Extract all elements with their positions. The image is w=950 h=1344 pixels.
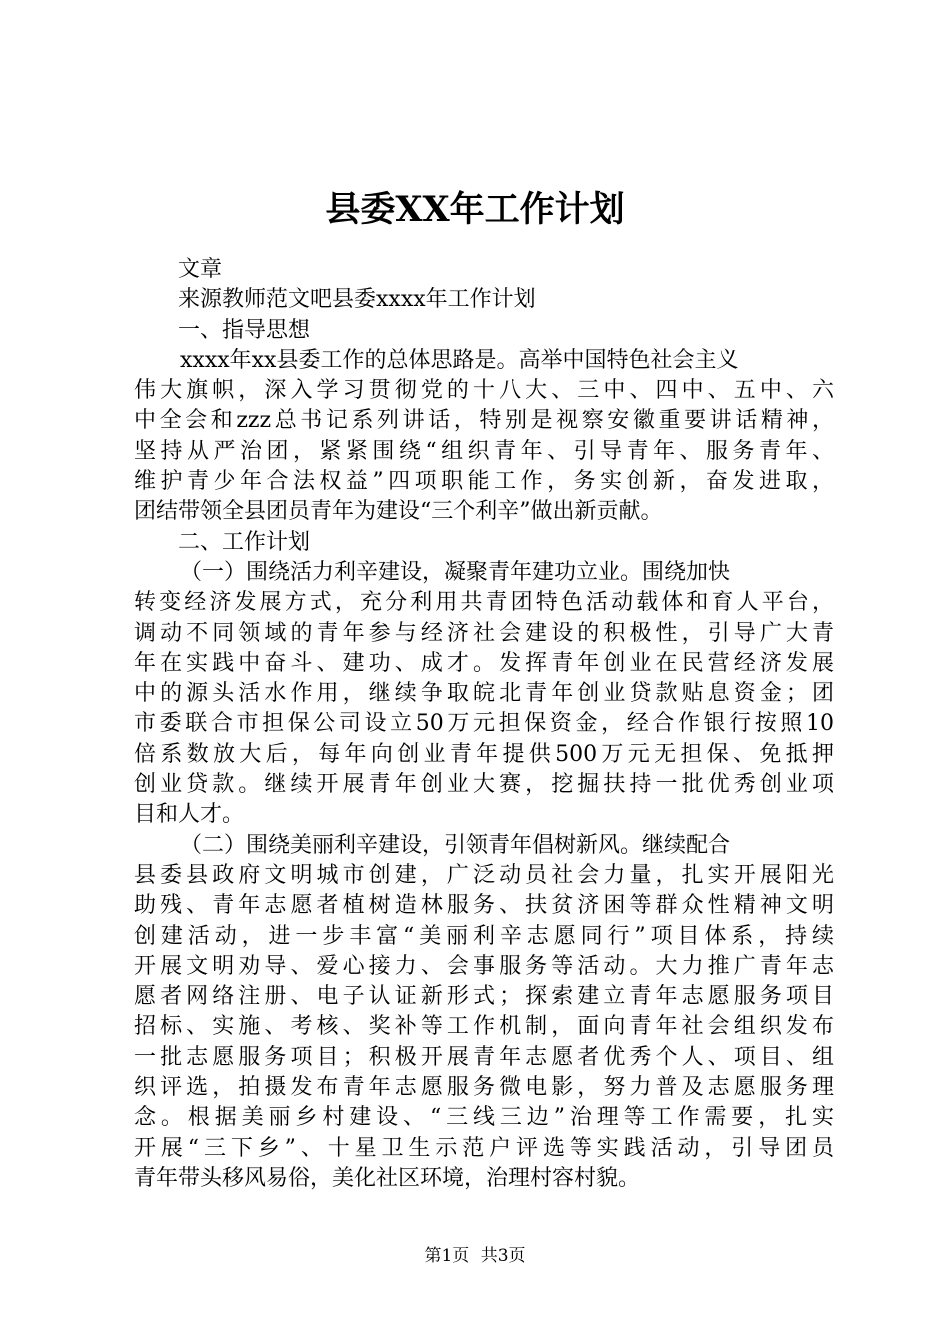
document-body [134, 255, 834, 1194]
page-number: 第1页 [424, 1246, 470, 1266]
text-line: 开展文明劝导、爱心接力、会事服务等活动。大力推广青年志 [134, 953, 834, 979]
text-line: 转变经济发展方式，充分利用共青团特色活动载体和育人平台， [134, 590, 834, 616]
page-title: 县委XX年工作计划 [325, 189, 625, 230]
text-line: 倍系数放大后，每年向创业青年提供500万元无担保、免抵押 [134, 741, 834, 767]
text-line: xxxx年xx县委工作的总体思路是。高举中国特色社会主义 [180, 347, 739, 373]
text-line: 二、工作计划 [178, 529, 311, 555]
text-line: 年在实践中奋斗、建功、成才。发挥青年创业在民营经济发展 [134, 650, 834, 676]
text-line: 念。根据美丽乡村建设、“三线三边”治理等工作需要，扎实 [134, 1105, 834, 1131]
text-line: 创业贷款。继续开展青年创业大赛，挖掘扶持一批优秀创业项 [134, 772, 834, 798]
text-line: 助残、青年志愿者植树造林服务、扶贫济困等群众性精神文明 [134, 893, 834, 919]
text-line: 调动不同领域的青年参与经济社会建设的积极性，引导广大青 [134, 620, 834, 646]
text-line: 一批志愿服务项目；积极开展青年志愿者优秀个人、项目、组 [134, 1044, 834, 1070]
text-line: 一、指导思想 [178, 317, 311, 343]
text-line: 维护青少年合法权益”四项职能工作，务实创新，奋发进取， [134, 469, 834, 495]
text-line: 中全会和zzz总书记系列讲话，特别是视察安徽重要讲话精神， [134, 408, 834, 434]
text-line: 创建活动，进一步丰富“美丽利辛志愿同行”项目体系，持续 [134, 923, 834, 949]
text-line: 目和人才。 [134, 802, 245, 828]
text-line: （二）围绕美丽利辛建设，引领青年倡树新风。继续配合 [180, 832, 731, 858]
text-line: 文章 [178, 257, 223, 282]
text-line: 愿者网络注册、电子认证新形式；探索建立青年志愿服务项目 [134, 984, 834, 1010]
text-line: 中的源头活水作用，继续争取皖北青年创业贷款贴息资金；团 [134, 681, 834, 707]
text-line: 招标、实施、考核、奖补等工作机制，面向青年社会组织发布 [134, 1014, 834, 1040]
text-line: 织评选，拍摄发布青年志愿服务微电影，努力普及志愿服务理 [134, 1075, 834, 1101]
text-line: 县委县政府文明城市创建，广泛动员社会力量，扎实开展阳光 [134, 862, 834, 888]
text-line: 开展“三下乡”、十星卫生示范户评选等实践活动，引导团员 [134, 1135, 834, 1161]
text-line: 团结带领全县团员青年为建设“三个利辛”做出新贡献。 [134, 499, 663, 525]
text-line: （一）围绕活力利辛建设，凝聚青年建功立业。围绕加快 [180, 559, 731, 585]
page-total: 共3页 [480, 1246, 526, 1266]
text-line: 来源教师范文吧县委xxxx年工作计划 [178, 287, 536, 313]
text-line: 坚持从严治团，紧紧围绕“组织青年、引导青年、服务青年、 [134, 438, 834, 464]
text-line: 伟大旗帜，深入学习贯彻党的十八大、三中、四中、五中、六 [134, 378, 834, 404]
text-line: 市委联合市担保公司设立50万元担保资金，经合作银行按照10 [134, 711, 834, 737]
text-line: 青年带头移风易俗，美化社区环境，治理村容村貌。 [134, 1165, 641, 1191]
page-footer [0, 1244, 950, 1268]
